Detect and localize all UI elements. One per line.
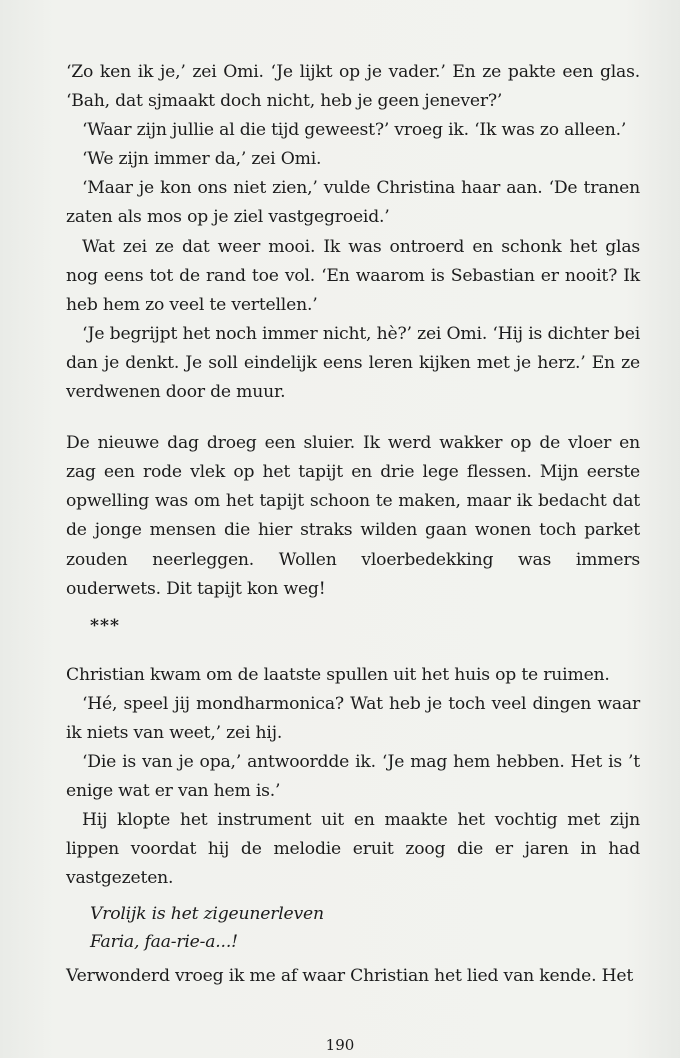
body-text bbox=[66, 58, 640, 991]
paragraph: ‘Je begrijpt het noch immer nicht, hè?’ zei Omi. ‘Hij is dichter bei dan je denkt. Je soll eindelijk eens leren kijken met je herz.’ En ze verdwenen door de muur. bbox=[66, 323, 640, 403]
paragraph: De nieuwe dag droeg een sluier. Ik werd wakker op de vloer en zag een rode vlek op het tapijt en drie lege flessen. Mijn eerste opwelling was om het tapijt schoon te maken, maar ik bedacht dat de jonge mensen die hier straks wilden gaan wonen toch parket zouden neerleggen. Wollen vloerbedekking was immers ouderwets. Dit tapijt kon weg! bbox=[66, 433, 640, 599]
paragraph: ‘Hé, speel jij mondharmonica? Wat heb je toch veel dingen waar ik niets van weet,’ zei hij. bbox=[66, 693, 640, 743]
paragraph: ‘Waar zijn jullie al die tijd geweest?’ vroeg ik. ‘Ik was zo alleen.’ bbox=[82, 120, 627, 141]
paragraph: Christian kwam om de laatste spullen uit het huis op te ruimen. bbox=[66, 664, 610, 685]
section-separator: *** bbox=[90, 615, 120, 636]
paragraph: Verwonderd vroeg ik me af waar Christian het lied van kende. Het bbox=[66, 965, 634, 986]
page-number: 190 bbox=[325, 1036, 355, 1054]
paragraph: Hij klopte het instrument uit en maakte het vochtig met zijn lippen voordat hij de melodie eruit zoog die er jaren in had vastgezeten. bbox=[66, 810, 640, 889]
song-lyrics bbox=[90, 900, 640, 956]
lyric-line: Vrolijk is het zigeunerleven bbox=[90, 903, 324, 924]
paragraph: ‘Maar je kon ons niet zien,’ vulde Christina haar aan. ‘De tranen zaten als mos op je ziel vastgegroeid.’ bbox=[66, 178, 640, 228]
paragraph: ‘Die is van je opa,’ antwoordde ik. ‘Je mag hem hebben. Het is ’t enige wat er van hem is.’ bbox=[66, 752, 640, 802]
paragraph: ‘Zo ken ik je,’ zei Omi. ‘Je lijkt op je vader.’ En ze pakte een glas. ‘Bah, dat sjmaakt doch nicht, heb je geen jenever?’ bbox=[66, 62, 640, 112]
paragraph: Wat zei ze dat weer mooi. Ik was ontroerd en schonk het glas nog eens tot de rand toe vol. ‘En waarom is Sebastian er nooit? Ik heb hem zo veel te vertellen.’ bbox=[66, 236, 640, 315]
lyric-line: Faria, faa-rie-a...! bbox=[90, 931, 238, 952]
paragraph: ‘We zijn immer da,’ zei Omi. bbox=[82, 149, 322, 170]
